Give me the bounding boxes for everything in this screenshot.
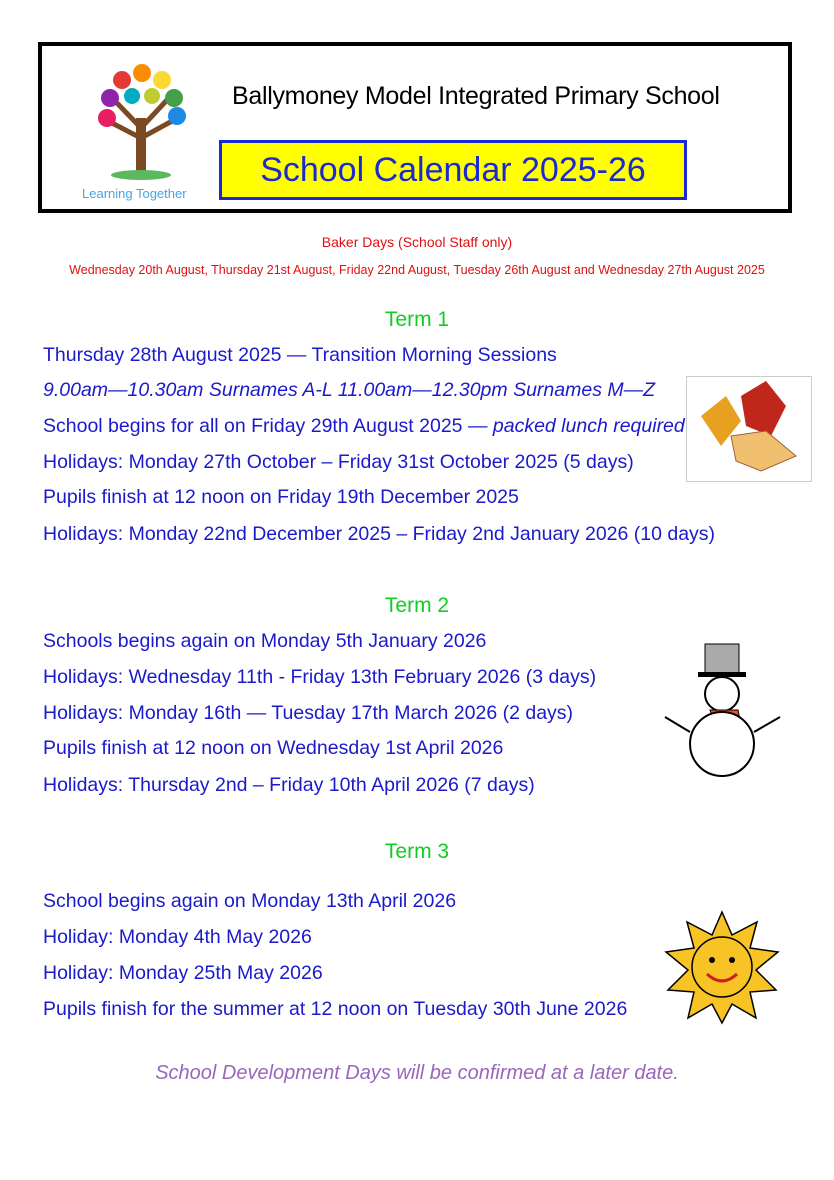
term-3-line: Holiday: Monday 4th May 2026 — [43, 926, 312, 948]
baker-days-dates: Wednesday 20th August, Thursday 21st August, Friday 22nd August, Tuesday 26th August and Wednesday 27th August 2025 — [69, 263, 765, 277]
term-1-line: Holidays: Monday 27th October – Friday 31st October 2025 (5 days) — [43, 451, 634, 473]
term-2-line: Holidays: Monday 16th — Tuesday 17th March 2026 (2 days) — [43, 702, 574, 724]
term-1-line: 9.00am—10.30am Surnames A-L 11.00am—12.30pm Surnames M—Z — [43, 379, 656, 401]
term-1-line — [43, 415, 685, 438]
term-1-line: Thursday 28th August 2025 — Transition Morning Sessions — [43, 344, 557, 366]
packed-lunch-note: packed lunch required — [492, 415, 685, 437]
term-1-line: Holidays: Monday 22nd December 2025 – Friday 2nd January 2026 (10 days) — [43, 523, 716, 545]
term-2-heading: Term 2 — [384, 594, 450, 617]
logo-tagline: Learning Together — [82, 186, 187, 201]
autumn-leaves-image — [686, 376, 812, 482]
term-2-line: Schools begins again on Monday 5th January 2026 — [43, 630, 487, 652]
calendar-title-box — [219, 140, 687, 200]
term-3-line: School begins again on Monday 13th April 2026 — [43, 890, 457, 912]
term-1-heading: Term 1 — [384, 308, 450, 331]
sun-image — [662, 910, 782, 1025]
calendar-title: School Calendar 2025-26 — [260, 150, 646, 189]
snowman-image — [660, 642, 785, 780]
school-name: Ballymoney Model Integrated Primary School — [232, 82, 720, 110]
term-3-line: Pupils finish for the summer at 12 noon on Tuesday 30th June 2026 — [43, 998, 628, 1020]
term-2-line: Holidays: Thursday 2nd – Friday 10th April 2026 (7 days) — [43, 774, 535, 796]
term-3-heading: Term 3 — [384, 840, 450, 863]
baker-days-title: Baker Days (School Staff only) — [321, 234, 513, 250]
term-3-line: Holiday: Monday 25th May 2026 — [43, 962, 323, 984]
term-2-line: Pupils finish at 12 noon on Wednesday 1st April 2026 — [43, 737, 504, 759]
footer-note: School Development Days will be confirmed at a later date. — [155, 1062, 679, 1084]
term-1-line: Pupils finish at 12 noon on Friday 19th December 2025 — [43, 486, 519, 508]
header-box — [38, 42, 792, 213]
term-1-line-text: School begins for all on Friday 29th August 2025 — — [43, 415, 493, 437]
term-2-line: Holidays: Wednesday 11th - Friday 13th February 2026 (3 days) — [43, 666, 597, 688]
